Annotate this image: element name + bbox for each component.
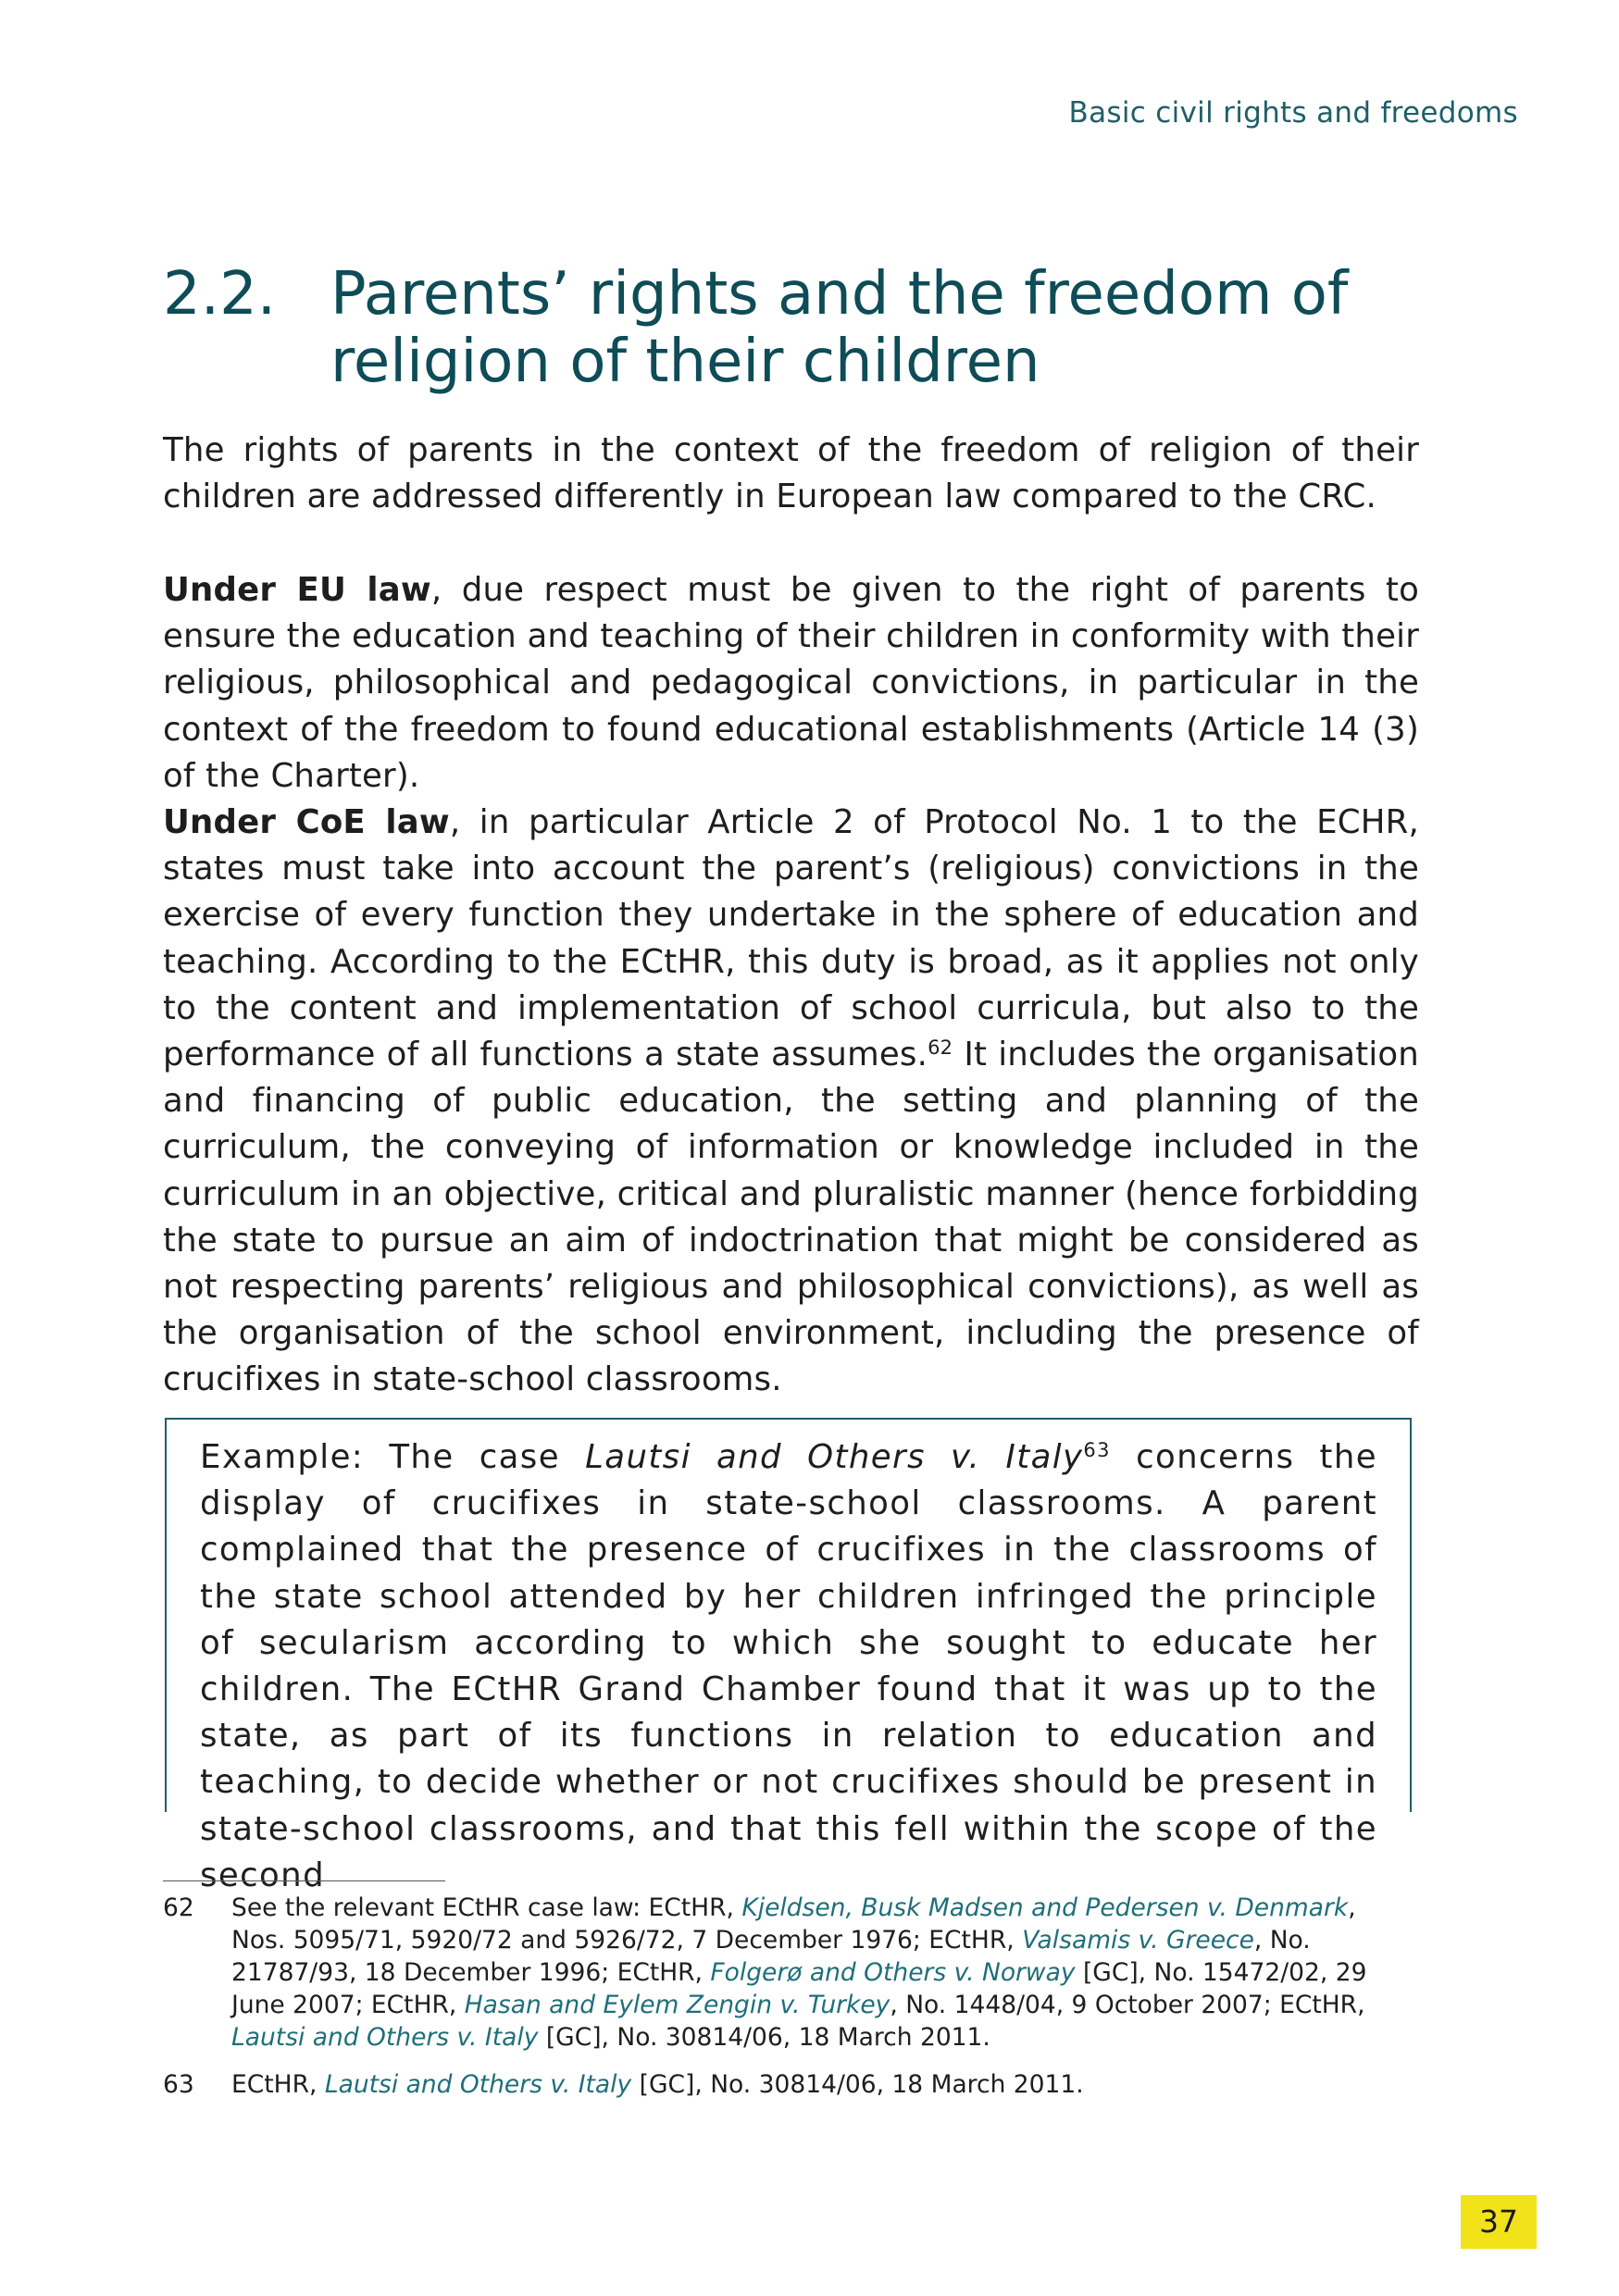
case-link[interactable]: Hasan and Eylem Zengin v. Turkey (464, 1991, 890, 2019)
footnote-text-part: [GC], No. 30814/06, 18 March 2011. (538, 2023, 990, 2052)
footnote-text (231, 2068, 1398, 2101)
footnote-text-part: , No. 1448/04, 9 October 2007; ECtHR, (890, 1991, 1365, 2019)
section-title (330, 261, 1441, 396)
footnote-text-part: See the relevant ECtHR case law: ECtHR, (231, 1893, 742, 1922)
case-link[interactable]: Lautsi and Others v. Italy (231, 2023, 539, 2052)
example-box (165, 1418, 1412, 1894)
footnote-divider (163, 1880, 445, 1881)
footnote-text-part: , Nos. 5095/71, 5920/72 and 5926/72, 7 December 1976; ECtHR, (231, 1893, 1356, 1955)
running-head: Basic civil rights and freedoms (1068, 96, 1518, 130)
eu-law-text: , due respect must be given to the right of parents to ensure the education and teaching of their children in conformity with their religious, philosophical and pedagogical convictions, in particular in the context of the freedom to found educational establishments (Article 14 (3) of the Charter). (163, 571, 1420, 795)
case-link[interactable]: Lautsi and Others v. Italy (324, 2070, 632, 2099)
coe-law-text-a: , in particular Article 2 of Protocol No. 1 to the ECHR, states must take into account the parent’s (religious) convictions in the exercise of every function they undertake in the sphere of education and teaching. According to the ECtHR, this duty is broad, as it applies not only to the content and implementation of school curricula, but also to the performance of all functions a state assumes. (163, 803, 1419, 1074)
example-body: concerns the display of crucifixes in state-school classrooms. A parent complained that the presence of crucifixes in the classrooms of the state school attended by her children infringed the principle of secularism according to which she sought to educate her children. The ECtHR Grand Chamber found that it was up to the state, as part of its functions in relation to education and teaching, to decide whether or not crucifixes should be present in state-school classrooms, and that this fell within the scope of the second (200, 1438, 1377, 1894)
example-prefix: Example: The case (200, 1438, 586, 1476)
section-title-line-1: Parents’ rights and the freedom of (330, 260, 1349, 329)
coe-law-paragraph (163, 800, 1419, 1404)
section-title-line-2: religion of their children (330, 328, 1040, 396)
footnote-text-part: ECtHR, (231, 2070, 325, 2099)
example-text (200, 1434, 1377, 1899)
eu-law-paragraph (163, 567, 1419, 800)
footnote-ref-63[interactable]: 63 (1083, 1439, 1111, 1461)
footnote-number: 62 (163, 1893, 194, 1922)
case-link[interactable]: Folgerø and Others v. Norway (710, 1958, 1076, 1987)
footnote-text-part: [GC], No. 15472/02, 29 June 2007; ECtHR, (231, 1958, 1367, 2019)
footnote-text-part: [GC], No. 30814/06, 18 March 2011. (631, 2070, 1084, 2099)
intro-paragraph: The rights of parents in the context of the freedom of religion of their children are addressed differently in European law compared to the CRC. (163, 431, 1419, 516)
footnote-ref-62[interactable]: 62 (928, 1036, 953, 1060)
footnote-text-part: , No. 21787/93, 18 December 1996; ECtHR, (231, 1926, 1311, 1987)
coe-law-label: Under CoE law (163, 803, 450, 841)
eu-law-label: Under EU law (163, 571, 431, 609)
case-link[interactable]: Kjeldsen, Busk Madsen and Pedersen v. Denmark (741, 1893, 1349, 1922)
footnote-text (231, 1892, 1398, 2054)
example-case-name: Lautsi and Others v. Italy (585, 1438, 1084, 1476)
case-link[interactable]: Valsamis v. Greece (1022, 1926, 1254, 1955)
coe-law-text-b: It includes the organisation and financing of public education, the setting and planning of the curriculum, the conveying of information or knowledge included in the curriculum in an objective, critical and pluralistic manner (hence forbidding the state to pursue an aim of indoctrination that might be considered as not respecting parents’ religious and philosophical convictions), as well as the organisation of the school environment, including the presence of crucifixes in state-school classrooms. (163, 1036, 1419, 1399)
footnote-number: 63 (163, 2070, 194, 2099)
section-number: 2.2. (163, 260, 277, 329)
page-number: 37 (1461, 2195, 1537, 2249)
